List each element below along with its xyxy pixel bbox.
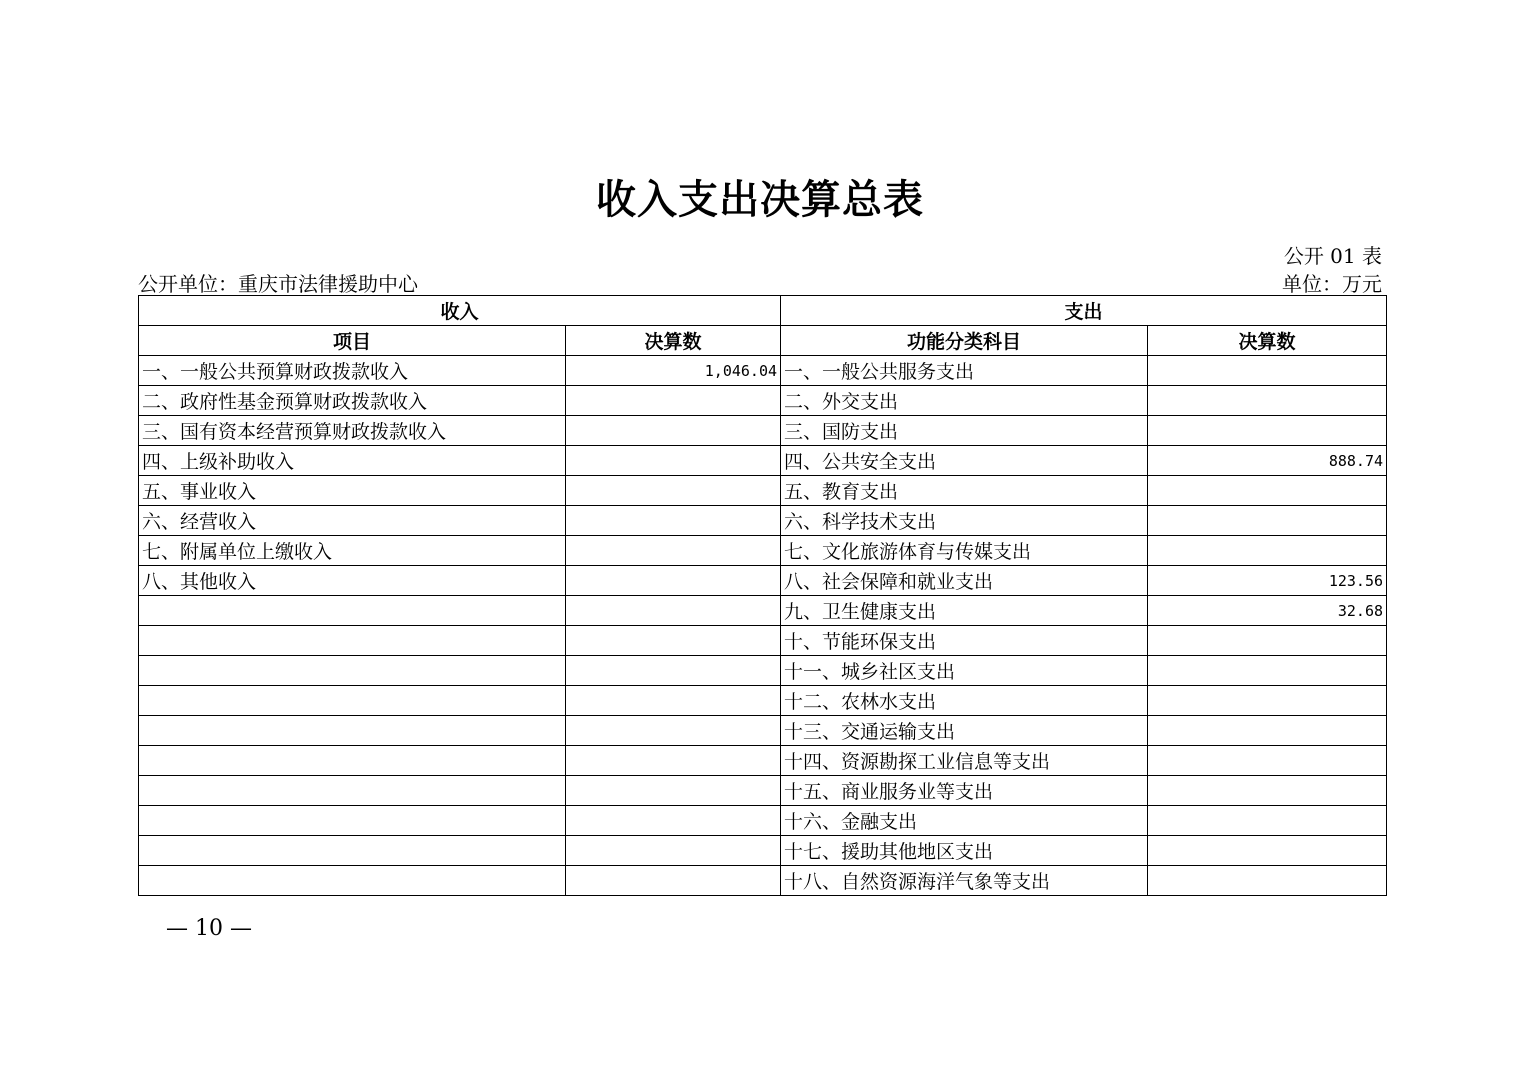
expense-amount-cell [1148,866,1387,896]
income-item-cell [139,686,566,716]
expense-item-cell: 二、外交支出 [781,386,1148,416]
table-row [139,506,1387,536]
income-amount-cell [566,746,781,776]
income-amount-cell [566,776,781,806]
income-item-cell [139,806,566,836]
budget-table [138,295,1387,896]
income-item-cell: 一、一般公共预算财政拨款收入 [139,356,566,386]
income-amount-column-header: 决算数 [566,326,781,356]
income-section-header: 收入 [139,296,781,326]
income-item-cell [139,866,566,896]
expense-amount-column-header: 决算数 [1148,326,1387,356]
income-item-cell: 六、经营收入 [139,506,566,536]
expense-item-cell: 七、文化旅游体育与传媒支出 [781,536,1148,566]
income-amount-cell [566,596,781,626]
expense-amount-cell [1148,506,1387,536]
expense-item-cell: 十七、援助其他地区支出 [781,836,1148,866]
income-item-cell [139,626,566,656]
table-row [139,536,1387,566]
item-column-header: 项目 [139,326,566,356]
expense-item-cell: 十四、资源勘探工业信息等支出 [781,746,1148,776]
table-body [139,356,1387,896]
column-header-row [139,326,1387,356]
table-row [139,686,1387,716]
income-amount-cell [566,386,781,416]
income-amount-cell [566,476,781,506]
income-item-cell [139,656,566,686]
table-row [139,416,1387,446]
table-row [139,356,1387,386]
expense-amount-cell [1148,656,1387,686]
expense-amount-cell [1148,776,1387,806]
income-amount-cell: 1,046.04 [566,356,781,386]
expense-item-cell: 十八、自然资源海洋气象等支出 [781,866,1148,896]
page-title: 收入支出决算总表 [596,176,924,223]
table-row [139,386,1387,416]
expense-item-cell: 九、卫生健康支出 [781,596,1148,626]
table-row [139,776,1387,806]
income-amount-cell [566,686,781,716]
expense-section-header: 支出 [781,296,1387,326]
expense-amount-cell [1148,386,1387,416]
income-amount-cell [566,716,781,746]
expense-item-cell: 三、国防支出 [781,416,1148,446]
expense-item-cell: 十六、金融支出 [781,806,1148,836]
income-item-cell [139,596,566,626]
expense-item-cell: 六、科学技术支出 [781,506,1148,536]
income-amount-cell [566,536,781,566]
income-item-cell: 四、上级补助收入 [139,446,566,476]
income-item-cell [139,746,566,776]
expense-item-cell: 十三、交通运输支出 [781,716,1148,746]
income-amount-cell [566,656,781,686]
expense-amount-cell [1148,626,1387,656]
table-row [139,446,1387,476]
expense-amount-cell [1148,356,1387,386]
expense-amount-cell [1148,836,1387,866]
income-item-cell [139,716,566,746]
income-amount-cell [566,446,781,476]
reporting-unit: 公开单位：重庆市法律援助中心 [138,272,418,296]
income-amount-cell [566,866,781,896]
section-header-row [139,296,1387,326]
income-amount-cell [566,506,781,536]
table-row [139,596,1387,626]
table-row [139,716,1387,746]
table-row [139,806,1387,836]
table-row [139,836,1387,866]
expense-item-cell: 十二、农林水支出 [781,686,1148,716]
expense-item-cell: 十、节能环保支出 [781,626,1148,656]
expense-item-cell: 五、教育支出 [781,476,1148,506]
expense-amount-cell: 123.56 [1148,566,1387,596]
expense-amount-cell [1148,536,1387,566]
expense-amount-cell [1148,416,1387,446]
income-item-cell [139,776,566,806]
expense-item-cell: 十一、城乡社区支出 [781,656,1148,686]
currency-unit: 单位：万元 [1282,272,1382,296]
expense-amount-cell: 888.74 [1148,446,1387,476]
table-row [139,746,1387,776]
expense-amount-cell: 32.68 [1148,596,1387,626]
table-row [139,566,1387,596]
expense-amount-cell [1148,686,1387,716]
expense-item-cell: 八、社会保障和就业支出 [781,566,1148,596]
income-amount-cell [566,416,781,446]
function-item-column-header: 功能分类科目 [781,326,1148,356]
expense-item-cell: 四、公共安全支出 [781,446,1148,476]
expense-item-cell: 十五、商业服务业等支出 [781,776,1148,806]
income-item-cell: 二、政府性基金预算财政拨款收入 [139,386,566,416]
expense-amount-cell [1148,476,1387,506]
form-number: 公开 01 表 [1283,244,1382,268]
table-row [139,866,1387,896]
expense-amount-cell [1148,716,1387,746]
income-item-cell: 七、附属单位上缴收入 [139,536,566,566]
income-item-cell: 三、国有资本经营预算财政拨款收入 [139,416,566,446]
income-item-cell: 五、事业收入 [139,476,566,506]
table-row [139,656,1387,686]
income-item-cell: 八、其他收入 [139,566,566,596]
expense-item-cell: 一、一般公共服务支出 [781,356,1148,386]
expense-amount-cell [1148,746,1387,776]
income-amount-cell [566,806,781,836]
income-item-cell [139,836,566,866]
page-number: — 10 — [166,916,252,941]
income-amount-cell [566,836,781,866]
income-amount-cell [566,566,781,596]
table-row [139,626,1387,656]
table-row [139,476,1387,506]
expense-amount-cell [1148,806,1387,836]
income-amount-cell [566,626,781,656]
